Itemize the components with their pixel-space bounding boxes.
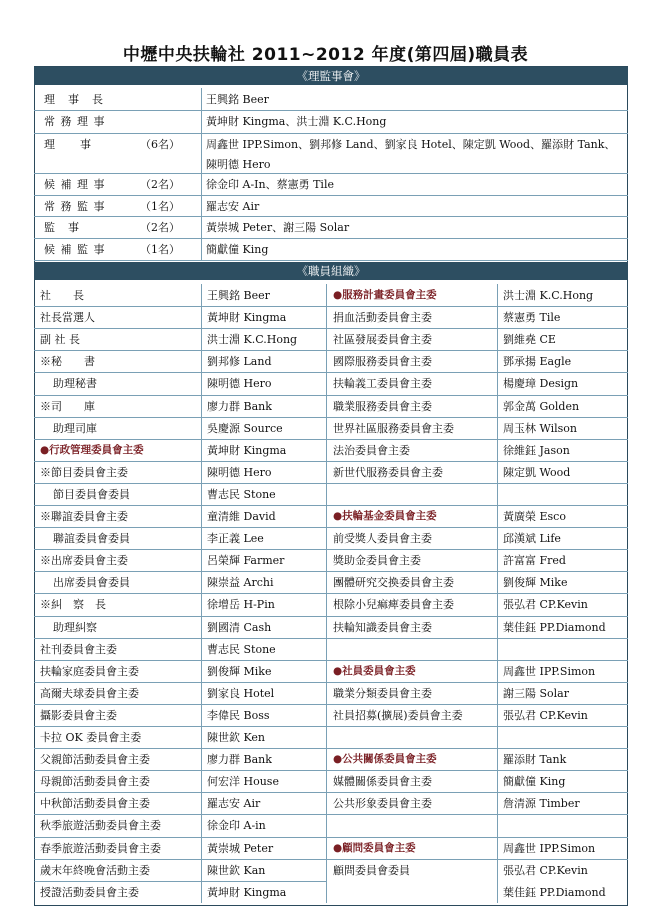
staff-role: 中秋節活動委員會主委 (40, 797, 150, 811)
staff-role: 社 長 (40, 289, 84, 302)
staff-role: 節目委員會委員 (53, 487, 130, 501)
row-divider (34, 571, 628, 572)
row-divider (34, 133, 628, 134)
row-divider (34, 110, 628, 111)
staff-member: 廖力群 Bank (207, 399, 272, 413)
staff-member: 徐金印 A-in (207, 819, 266, 833)
row-divider (34, 395, 628, 396)
committee-member: 張弘君 CP.Kevin (503, 708, 588, 722)
row-divider (34, 549, 628, 550)
committee-member: 張弘君 CP.Kevin (503, 863, 588, 877)
committee-role: ●社員委員會主委 (333, 664, 416, 677)
board-member: 簡獻僮 King (206, 243, 269, 256)
staff-member: 陳世欽 Kan (207, 863, 266, 877)
staff-member: 吳慶源 Source (207, 421, 283, 435)
staff-role: ※聯誼委員會主委 (40, 510, 128, 523)
committee-role: 職業分類委員會主委 (333, 686, 432, 700)
staff-member: 洪士淵 K.C.Hong (207, 333, 298, 347)
column-divider (201, 88, 202, 260)
row-divider (34, 195, 628, 196)
board-role: 常 務 監 事 (44, 200, 106, 213)
staff-role: ※司 庫 (40, 399, 95, 413)
committee-role: 前受獎人委員會主委 (333, 532, 432, 546)
board-member: 王興銘 Beer (206, 93, 269, 106)
committee-role: 公共形象委員會主委 (333, 797, 432, 811)
committee-member: 鄧承揚 Eagle (503, 355, 572, 369)
staff-role: 社長當選人 (40, 311, 95, 325)
row-divider (34, 527, 628, 528)
committee-member: 蔡憲勇 Tile (503, 311, 561, 325)
staff-role: ※節目委員會主委 (40, 465, 128, 479)
staff-member: 陳明德 Hero (207, 465, 272, 479)
committee-member: 葉佳鈺 PP.Diamond (503, 885, 606, 899)
row-divider (34, 260, 628, 261)
committee-role: 新世代服務委員會主委 (333, 465, 443, 479)
staff-member: 黃坤財 Kingma (207, 885, 287, 899)
committee-member: 黃廣榮 Esco (503, 510, 566, 523)
row-divider (34, 859, 628, 860)
row-divider-partial (34, 881, 326, 882)
staff-role: 秋季旅遊活動委員會主委 (40, 819, 161, 833)
staff-member: 廖力群 Bank (207, 753, 272, 767)
staff-role: 社刊委員會主委 (40, 642, 117, 656)
staff-member: 李正義 Lee (207, 532, 264, 546)
committee-role: 職業服務委員會主委 (333, 399, 432, 413)
staff-role: 出席委員會委員 (53, 576, 130, 590)
staff-member: 呂榮輝 Farmer (207, 554, 285, 568)
staff-member: 王興銘 Beer (207, 289, 270, 302)
committee-role: 團體研究交換委員會主委 (333, 576, 454, 590)
committee-member: 羅添財 Tank (503, 753, 567, 767)
staff-member: 何宏洋 House (207, 775, 279, 789)
board-count: （2名） (140, 178, 180, 191)
column-divider (497, 284, 498, 903)
staff-member: 黃坤財 Kingma (207, 311, 287, 325)
committee-role: 世界社區服務委員會主委 (333, 421, 454, 435)
committee-member: 張弘君 CP.Kevin (503, 598, 588, 612)
staff-role: 攝影委員會主委 (40, 708, 117, 722)
staff-role: 副 社 長 (40, 333, 80, 347)
board-role: 監 事 (44, 221, 80, 234)
board-member: 徐金印 A-In、蔡憲勇 Tile (206, 178, 334, 191)
staff-member: 曹志民 Stone (207, 642, 276, 656)
row-divider (34, 173, 628, 174)
staff-role: 助理糾察 (53, 620, 97, 634)
committee-role: 根除小兒痲痺委員會主委 (333, 598, 454, 612)
committee-role: 扶輪知識委員會主委 (333, 620, 432, 634)
committee-role: 扶輪義工委員會主委 (333, 377, 432, 391)
committee-member: 周鑫世 IPP.Simon (503, 841, 596, 855)
staff-role: 扶輪家庭委員會主委 (40, 664, 139, 678)
row-divider (34, 306, 628, 307)
committee-member: 葉佳鈺 PP.Diamond (503, 620, 606, 634)
committee-member: 詹清源 Timber (503, 797, 580, 811)
staff-role: 卡拉 OK 委員會主委 (40, 731, 142, 744)
staff-role: 助理秘書 (53, 377, 97, 391)
staff-member: 曹志民 Stone (207, 487, 276, 501)
row-divider (34, 814, 628, 815)
staff-role: 聯誼委員會委員 (53, 532, 130, 546)
board-count: （1名） (140, 243, 180, 256)
committee-role: ●顧問委員會主委 (333, 841, 416, 854)
staff-role: 助理司庫 (53, 421, 97, 435)
committee-member: 洪士淵 K.C.Hong (503, 289, 594, 302)
row-divider (34, 483, 628, 484)
committee-member: 周鑫世 IPP.Simon (503, 664, 596, 678)
staff-member: 劉家良 Hotel (207, 686, 275, 700)
committee-role: ●公共關係委員會主委 (333, 753, 437, 766)
board-role: 理 事 (44, 138, 92, 151)
staff-member: 李偉民 Boss (207, 708, 270, 722)
row-divider (34, 461, 628, 462)
board-member: 周鑫世 IPP.Simon、劉邦修 Land、劉家良 Hotel、陳定凱 Wood、羅添財 Tank、 (206, 138, 616, 151)
committee-member: 陳定凱 Wood (503, 465, 571, 479)
staff-member: 陳明德 Hero (207, 377, 272, 391)
row-divider (34, 837, 628, 838)
staff-role: ●行政管理委員會主委 (40, 443, 144, 456)
section-header-board: 《理監事會》 (34, 67, 628, 85)
staff-role: ※秘 書 (40, 355, 95, 369)
staff-role: 父親節活動委員會主委 (40, 753, 150, 767)
row-divider (34, 417, 628, 418)
board-count: （2名） (140, 221, 180, 234)
row-divider (34, 328, 628, 329)
staff-role: 高爾夫球委員會主委 (40, 686, 139, 700)
committee-role: 獎助金委員會主委 (333, 554, 421, 568)
row-divider (34, 372, 628, 373)
committee-member: 劉俊輝 Mike (503, 576, 568, 590)
committee-member: 周玉林 Wilson (503, 421, 577, 435)
board-count: （6名） (140, 138, 180, 151)
board-member: 羅志安 Air (206, 200, 260, 213)
committee-role: 社員招募(擴展)委員會主委 (333, 708, 463, 722)
committee-role: ●服務計畫委員會主委 (333, 289, 437, 301)
board-role: 理 事 長 (44, 93, 104, 106)
row-divider (34, 704, 628, 705)
row-divider (34, 660, 628, 661)
committee-member: 劉維堯 CE (503, 333, 556, 347)
board-member: 黃崇城 Peter、謝三陽 Solar (206, 221, 350, 234)
board-count: （1名） (140, 200, 180, 213)
row-divider (34, 770, 628, 771)
committee-member: 徐維鈺 Jason (503, 443, 570, 457)
committee-member: 郭金萬 Golden (503, 399, 580, 413)
row-divider (34, 216, 628, 217)
row-divider (34, 682, 628, 683)
board-role: 常 務 理 事 (44, 115, 106, 128)
staff-member: 羅志安 Air (207, 797, 261, 811)
staff-member: 徐增岳 H-Pin (207, 598, 275, 612)
row-divider (34, 505, 628, 506)
row-divider (34, 439, 628, 440)
staff-role: 授證活動委員會主委 (40, 885, 139, 899)
staff-role: ※出席委員會主委 (40, 554, 128, 568)
staff-member: 童清維 David (207, 510, 276, 523)
row-divider (34, 638, 628, 639)
staff-member: 劉俊輝 Mike (207, 664, 272, 678)
staff-role: ※糾 察 長 (40, 598, 106, 612)
committee-member: 邱漢斌 Life (503, 532, 561, 546)
staff-role: 母親節活動委員會主委 (40, 775, 150, 789)
row-divider (34, 238, 628, 239)
committee-member: 謝三陽 Solar (503, 686, 569, 700)
committee-role: 捐血活動委員會主委 (333, 311, 432, 325)
row-divider (34, 748, 628, 749)
board-role: 候 補 理 事 (44, 178, 106, 191)
committee-role: 法治委員會主委 (333, 443, 410, 457)
staff-member: 黃崇城 Peter (207, 841, 274, 855)
board-role: 候 補 監 事 (44, 243, 106, 256)
staff-member: 陳崇益 Archi (207, 576, 274, 590)
row-divider (34, 593, 628, 594)
column-divider (201, 284, 202, 903)
committee-role: 媒體關係委員會主委 (333, 775, 432, 789)
row-divider (34, 726, 628, 727)
page-title: 中壢中央扶輪社 2011~2012 年度(第四屆)職員表 (122, 45, 529, 65)
committee-role: 社區發展委員會主委 (333, 333, 432, 347)
row-divider (34, 616, 628, 617)
staff-member: 劉邦修 Land (207, 355, 272, 369)
staff-member: 陳世欽 Ken (207, 731, 266, 744)
committee-member: 許富富 Fred (503, 554, 566, 568)
staff-role: 春季旅遊活動委員會主委 (40, 841, 161, 855)
staff-role: 歲末年終晚會活動主委 (40, 863, 150, 877)
row-divider (34, 350, 628, 351)
section-header-staff: 《職員組織》 (34, 262, 628, 280)
staff-member: 劉國清 Cash (207, 620, 272, 634)
committee-member: 楊慶璋 Design (503, 377, 579, 391)
board-member: 黃坤財 Kingma、洪士淵 K.C.Hong (206, 115, 387, 128)
row-divider (34, 792, 628, 793)
committee-member: 簡獻僮 King (503, 775, 566, 789)
committee-role: ●扶輪基金委員會主委 (333, 510, 437, 522)
column-divider (326, 284, 327, 903)
board-member-cont: 陳明德 Hero (206, 158, 271, 171)
committee-role: 顧問委員會委員 (333, 863, 410, 877)
staff-member: 黃坤財 Kingma (207, 443, 287, 457)
committee-role: 國際服務委員會主委 (333, 355, 432, 369)
